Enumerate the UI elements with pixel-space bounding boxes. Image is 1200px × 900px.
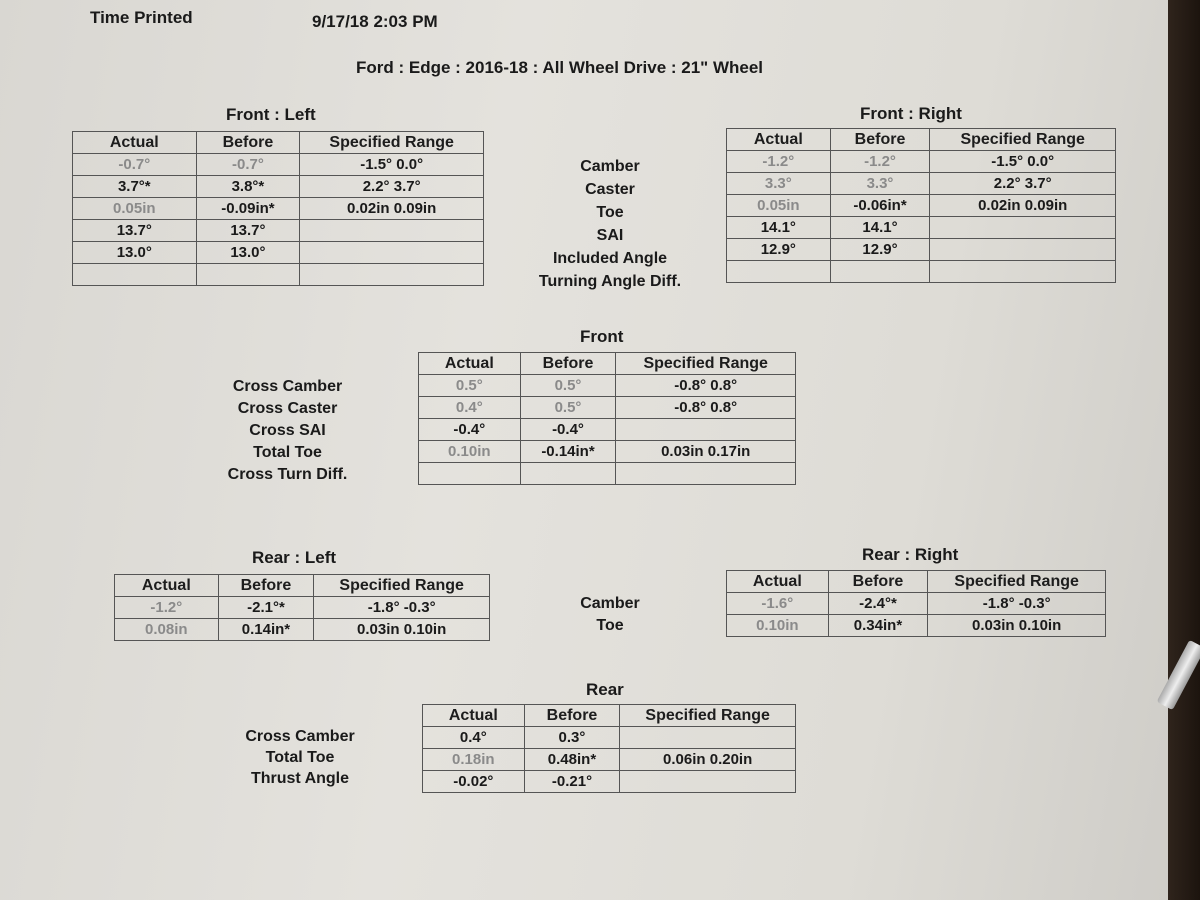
- front-cross-table: [418, 352, 796, 485]
- table-row: [419, 463, 796, 485]
- cell-actual: 0.08in: [115, 619, 219, 641]
- table-row: [419, 441, 796, 463]
- table-row: [419, 419, 796, 441]
- cell-actual: -0.7°: [73, 154, 197, 176]
- col-actual: Actual: [419, 353, 521, 375]
- cell-actual: 0.05in: [73, 198, 197, 220]
- cell-actual: 0.5°: [419, 375, 521, 397]
- cell-before: -0.06in*: [830, 195, 930, 217]
- col-before: Before: [218, 575, 314, 597]
- table-row: [115, 597, 490, 619]
- table-row: [73, 176, 484, 198]
- col-range: Specified Range: [616, 353, 796, 375]
- col-range: Specified Range: [300, 132, 484, 154]
- table-row: [73, 220, 484, 242]
- table-row: [727, 615, 1106, 637]
- cell-range: -1.5° 0.0°: [300, 154, 484, 176]
- table-row: [727, 173, 1116, 195]
- cell-before: 0.34in*: [828, 615, 928, 637]
- cell-before: 0.5°: [520, 397, 616, 419]
- cell-actual: 13.7°: [73, 220, 197, 242]
- cell-actual: 14.1°: [727, 217, 831, 239]
- front-right-table: [726, 128, 1116, 283]
- table-row: [73, 264, 484, 286]
- cell-actual: 0.18in: [423, 749, 525, 771]
- col-before: Before: [828, 571, 928, 593]
- cell-before: 13.7°: [196, 220, 300, 242]
- table-row: [727, 593, 1106, 615]
- time-printed-label: Time Printed: [90, 8, 193, 27]
- table-row: [423, 727, 796, 749]
- cell-range: [620, 771, 796, 793]
- col-actual: Actual: [73, 132, 197, 154]
- front-right-title: Front : Right: [860, 104, 962, 123]
- label-thrust-angle: Thrust Angle: [250, 770, 350, 787]
- table-row: [727, 195, 1116, 217]
- cell-before: 3.8°*: [196, 176, 300, 198]
- cell-range: [620, 727, 796, 749]
- cell-actual: 0.05in: [727, 195, 831, 217]
- col-before: Before: [196, 132, 300, 154]
- cell-before: -2.1°*: [218, 597, 314, 619]
- cell-before: 0.14in*: [218, 619, 314, 641]
- vehicle-title: Ford : Edge : 2016-18 : All Wheel Drive : 21" Wheel: [356, 58, 764, 77]
- cell-range: 2.2° 3.7°: [930, 173, 1116, 195]
- background-edge: [1168, 0, 1200, 900]
- table-row: [727, 239, 1116, 261]
- cell-range: [300, 220, 484, 242]
- label-cross-caster: Cross Caster: [237, 400, 338, 417]
- cell-before: 12.9°: [830, 239, 930, 261]
- col-range: Specified Range: [620, 705, 796, 727]
- cell-before: 3.3°: [830, 173, 930, 195]
- table-row: [423, 771, 796, 793]
- label-sai: SAI: [596, 227, 624, 244]
- cell-actual: 0.4°: [419, 397, 521, 419]
- front-left-title: Front : Left: [226, 105, 316, 124]
- cell-actual: -1.2°: [115, 597, 219, 619]
- cell-range: -1.8° -0.3°: [314, 597, 490, 619]
- cell-range: 0.06in 0.20in: [620, 749, 796, 771]
- table-row: [73, 198, 484, 220]
- cell-range: -0.8° 0.8°: [616, 397, 796, 419]
- cell-actual: 3.7°*: [73, 176, 197, 198]
- cell-range: 0.02in 0.09in: [930, 195, 1116, 217]
- label-caster: Caster: [585, 181, 635, 198]
- col-before: Before: [524, 705, 620, 727]
- cell-range: [616, 463, 796, 485]
- time-printed-value: 9/17/18 2:03 PM: [312, 12, 438, 31]
- rear-left-title: Rear : Left: [252, 548, 337, 567]
- cell-actual: 3.3°: [727, 173, 831, 195]
- cell-range: [616, 419, 796, 441]
- cell-before: 13.0°: [196, 242, 300, 264]
- col-before: Before: [830, 129, 930, 151]
- cell-range: 0.03in 0.17in: [616, 441, 796, 463]
- cell-actual: -1.2°: [727, 151, 831, 173]
- cell-range: [930, 239, 1116, 261]
- label-camber: Camber: [580, 158, 640, 175]
- cell-range: 0.02in 0.09in: [300, 198, 484, 220]
- cell-actual: 0.4°: [423, 727, 525, 749]
- col-actual: Actual: [727, 571, 829, 593]
- col-before: Before: [520, 353, 616, 375]
- label-toe: Toe: [596, 204, 624, 221]
- label-rear-toe: Toe: [596, 617, 624, 634]
- cell-range: 0.03in 0.10in: [314, 619, 490, 641]
- col-actual: Actual: [115, 575, 219, 597]
- cell-range: [300, 264, 484, 286]
- cell-before: -1.2°: [830, 151, 930, 173]
- cell-actual: -0.4°: [419, 419, 521, 441]
- cell-before: [196, 264, 300, 286]
- cell-before: -0.7°: [196, 154, 300, 176]
- cell-range: [930, 261, 1116, 283]
- cell-actual: [727, 261, 831, 283]
- table-row: [423, 749, 796, 771]
- label-total-toe: Total Toe: [253, 444, 322, 461]
- cell-actual: 0.10in: [727, 615, 829, 637]
- cell-range: -1.5° 0.0°: [930, 151, 1116, 173]
- col-actual: Actual: [423, 705, 525, 727]
- cell-before: [830, 261, 930, 283]
- rear-cross-table: [422, 704, 796, 793]
- table-row: [727, 261, 1116, 283]
- col-range: Specified Range: [930, 129, 1116, 151]
- table-row: [115, 619, 490, 641]
- label-rear-cross-camber: Cross Camber: [245, 728, 355, 745]
- cell-actual: [419, 463, 521, 485]
- label-cross-sai: Cross SAI: [249, 422, 326, 439]
- table-row: [419, 397, 796, 419]
- cell-actual: 12.9°: [727, 239, 831, 261]
- rear-right-title: Rear : Right: [862, 545, 959, 564]
- label-cross-camber: Cross Camber: [232, 378, 343, 395]
- col-actual: Actual: [727, 129, 831, 151]
- front-left-table: [72, 131, 484, 286]
- cell-before: 0.5°: [520, 375, 616, 397]
- table-row: [727, 151, 1116, 173]
- label-turning-angle-diff: Turning Angle Diff.: [538, 273, 682, 290]
- cell-before: -0.14in*: [520, 441, 616, 463]
- label-included-angle: Included Angle: [552, 250, 668, 267]
- table-row: [419, 375, 796, 397]
- cell-range: -1.8° -0.3°: [928, 593, 1106, 615]
- cell-before: [520, 463, 616, 485]
- cell-range: -0.8° 0.8°: [616, 375, 796, 397]
- front-cross-title: Front: [580, 327, 624, 346]
- rear-right-table: [726, 570, 1106, 637]
- label-cross-turn-diff: Cross Turn Diff.: [227, 466, 348, 483]
- col-range: Specified Range: [928, 571, 1106, 593]
- cell-range: [300, 242, 484, 264]
- cell-before: 0.48in*: [524, 749, 620, 771]
- rear-cross-title: Rear: [586, 680, 624, 699]
- rear-left-table: [114, 574, 490, 641]
- cell-before: -0.4°: [520, 419, 616, 441]
- label-rear-camber: Camber: [580, 595, 640, 612]
- cell-actual: [73, 264, 197, 286]
- cell-before: 0.3°: [524, 727, 620, 749]
- cell-before: -0.09in*: [196, 198, 300, 220]
- col-range: Specified Range: [314, 575, 490, 597]
- cell-before: 14.1°: [830, 217, 930, 239]
- cell-actual: -0.02°: [423, 771, 525, 793]
- cell-actual: 13.0°: [73, 242, 197, 264]
- cell-range: [930, 217, 1116, 239]
- cell-before: -0.21°: [524, 771, 620, 793]
- cell-actual: 0.10in: [419, 441, 521, 463]
- cell-before: -2.4°*: [828, 593, 928, 615]
- table-row: [73, 154, 484, 176]
- table-row: [73, 242, 484, 264]
- table-row: [727, 217, 1116, 239]
- label-rear-total-toe: Total Toe: [265, 749, 335, 766]
- cell-actual: -1.6°: [727, 593, 829, 615]
- cell-range: 0.03in 0.10in: [928, 615, 1106, 637]
- cell-range: 2.2° 3.7°: [300, 176, 484, 198]
